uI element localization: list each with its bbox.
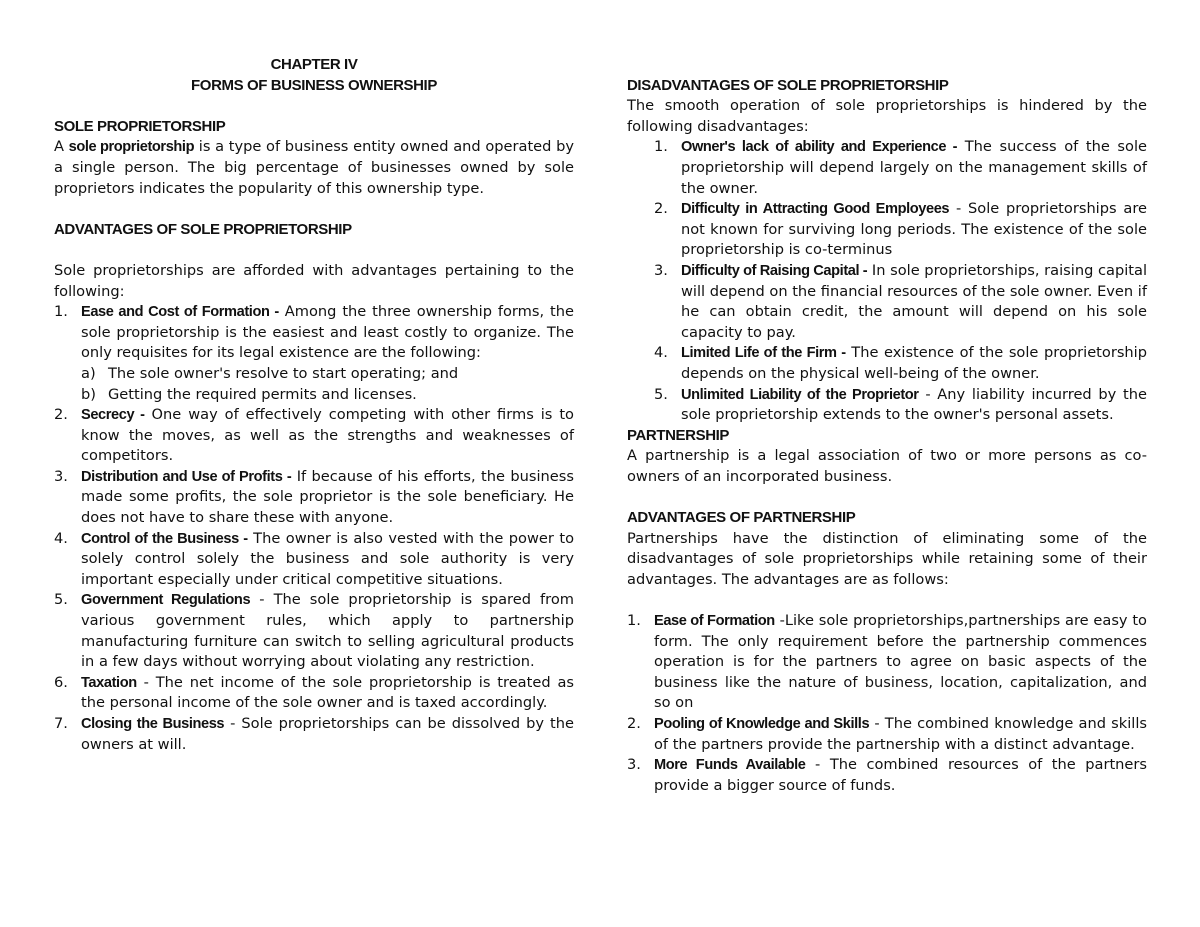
item-number: 4. <box>54 529 68 547</box>
item-term: Owner's lack of ability and Experience - <box>681 139 958 156</box>
partnership-definition: A partnership is a legal association of two or more persons as co-owners of an incorporated business. <box>627 447 1147 485</box>
item-number: 5. <box>654 385 668 403</box>
item-text: - The combined knowledge and skills of the partners provide the partnership with a distinct advantage. <box>654 715 1147 753</box>
sub-item-text: The sole owner's resolve to start operating; and <box>108 364 459 382</box>
item-term: Government Regulations <box>81 592 251 609</box>
sole-proprietorship-definition <box>54 137 574 199</box>
item-term: Taxation <box>81 674 137 691</box>
list-item <box>54 590 574 672</box>
item-text: - The combined resources of the partners provide a bigger source of funds. <box>654 756 1148 794</box>
disadvantages-sole-heading: DISADVANTAGES OF SOLE PROPRIETORSHIP <box>627 76 949 94</box>
item-term: Limited Life of the Firm - <box>681 345 846 362</box>
item-text: - The sole proprietorship is spared from various government rules, which apply to partnership manufacturing furniture can switch to selling agricultural products in a few days without worrying about violating any restriction. <box>81 591 574 671</box>
item-number: 1. <box>54 303 68 321</box>
list-item <box>654 385 1147 426</box>
item-number: 3. <box>54 467 68 485</box>
list-item <box>54 673 574 714</box>
item-text: If because of his efforts, the business made some profits, the sole proprietor is the sole beneficiary. He does not have to share these with anyone. <box>81 467 574 527</box>
item-text: - The net income of the sole proprietorship is treated as the personal income of the sole owner and is taxed accordingly. <box>81 673 574 712</box>
list-item <box>54 405 574 467</box>
definition-prefix: A <box>54 138 69 156</box>
item-number: 7. <box>54 715 68 732</box>
sub-item-letter: a) <box>81 364 96 382</box>
item-text: The success of the sole proprietorship will depend largely on the management skills of the owner. <box>681 138 1147 197</box>
item-term: More Funds Available <box>654 757 806 774</box>
disadvantages-list <box>627 137 1147 425</box>
sub-list <box>81 364 574 405</box>
item-number: 4. <box>654 344 668 362</box>
item-term: Unlimited Liability of the Proprietor <box>681 386 919 403</box>
item-term: Pooling of Knowledge and Skills <box>654 716 870 732</box>
item-term: Ease and Cost of Formation - <box>81 304 279 321</box>
advantages-partnership-heading: ADVANTAGES OF PARTNERSHIP <box>627 509 856 527</box>
partnership-advantages-list <box>627 611 1147 796</box>
partnership-heading: PARTNERSHIP <box>627 426 729 444</box>
list-item <box>54 529 574 591</box>
list-item <box>627 611 1147 714</box>
definition-body: is a type of business entity owned and operated by a single person. The big percentage of businesses owned by sole proprietors indicates the popularity of this ownership type. <box>54 138 574 197</box>
list-item <box>654 343 1147 384</box>
item-term: Difficulty in Attracting Good Employees <box>681 201 950 218</box>
item-number: 3. <box>627 756 641 774</box>
chapter-number: CHAPTER IV <box>270 56 358 73</box>
item-text: The owner is also vested with the power to solely control solely the business and sole authority is very important especially under critical competitive situations. <box>81 529 574 588</box>
item-number: 1. <box>627 612 641 630</box>
item-term: Difficulty of Raising Capital - <box>681 262 868 279</box>
list-item <box>54 714 574 755</box>
definition-term: sole proprietorship <box>68 139 195 156</box>
list-item <box>654 199 1147 261</box>
sub-item-letter: b) <box>81 385 96 403</box>
item-number: 6. <box>54 673 68 691</box>
item-text: The existence of the sole proprietorship depends on the physical well-being of the owner. <box>681 344 1147 382</box>
right-column <box>627 55 1147 796</box>
item-term: Control of the Business - <box>81 530 248 547</box>
item-number: 2. <box>54 406 68 424</box>
item-text: - Sole proprietorships are not known for surviving long periods. The existence of the sole proprietorship is co-terminus <box>681 200 1147 259</box>
item-term: Closing the Business <box>81 716 225 732</box>
left-column <box>54 55 574 755</box>
partnership-advantages-intro: Partnerships have the distinction of eliminating some of the disadvantages of sole proprietorships while retaining some of their advantages. The advantages are as follows: <box>627 529 1147 588</box>
item-text: -Like sole proprietorships,partnerships are easy to form. The only requirement before the partnership commences operation is for the partners to agree on basic aspects of the business like the nature of business, location, capitalization, and so on <box>654 612 1147 712</box>
item-text: In sole proprietorships, raising capital will depend on the financial resources of the sole owner. Even if he can obtain credit, the amount will depend on his sole capacity to pay. <box>681 261 1148 341</box>
item-number: 5. <box>54 591 68 609</box>
item-term: Secrecy - <box>81 407 145 424</box>
advantages-intro: Sole proprietorships are afforded with advantages pertaining to the following: <box>54 261 574 300</box>
sub-list-item <box>81 364 574 385</box>
list-item <box>654 137 1147 199</box>
item-text: - Any liability incurred by the sole proprietorship extends to the owner's personal assets. <box>681 385 1147 424</box>
sub-list-item <box>81 385 574 406</box>
list-item <box>627 714 1147 755</box>
disadvantages-intro: The smooth operation of sole proprietorships is hindered by the following disadvantages: <box>627 97 1147 135</box>
item-text: One way of effectively competing with other firms is to know the moves, as well as the strengths and weaknesses of competitors. <box>81 406 574 465</box>
list-item <box>627 755 1147 796</box>
list-item <box>54 467 574 529</box>
item-text: Among the three ownership forms, the sole proprietorship is the easiest and least costly to organize. The only requisites for its legal existence are the following: <box>81 303 574 362</box>
advantages-list <box>54 302 574 755</box>
sole-proprietorship-heading: SOLE PROPRIETORSHIP <box>54 117 226 135</box>
item-number: 2. <box>627 715 641 732</box>
item-text: - Sole proprietorships can be dissolved by the owners at will. <box>81 715 574 753</box>
item-term: Distribution and Use of Profits - <box>81 468 292 485</box>
sub-item-text: Getting the required permits and licenses. <box>108 385 417 403</box>
item-number: 1. <box>654 138 668 156</box>
item-term: Ease of Formation <box>654 613 775 630</box>
list-item <box>654 261 1147 343</box>
item-number: 3. <box>654 261 668 279</box>
list-item <box>54 302 574 405</box>
advantages-sole-heading: ADVANTAGES OF SOLE PROPRIETORSHIP <box>54 220 352 238</box>
chapter-title: FORMS OF BUSINESS OWNERSHIP <box>191 76 437 94</box>
item-number: 2. <box>654 200 668 218</box>
